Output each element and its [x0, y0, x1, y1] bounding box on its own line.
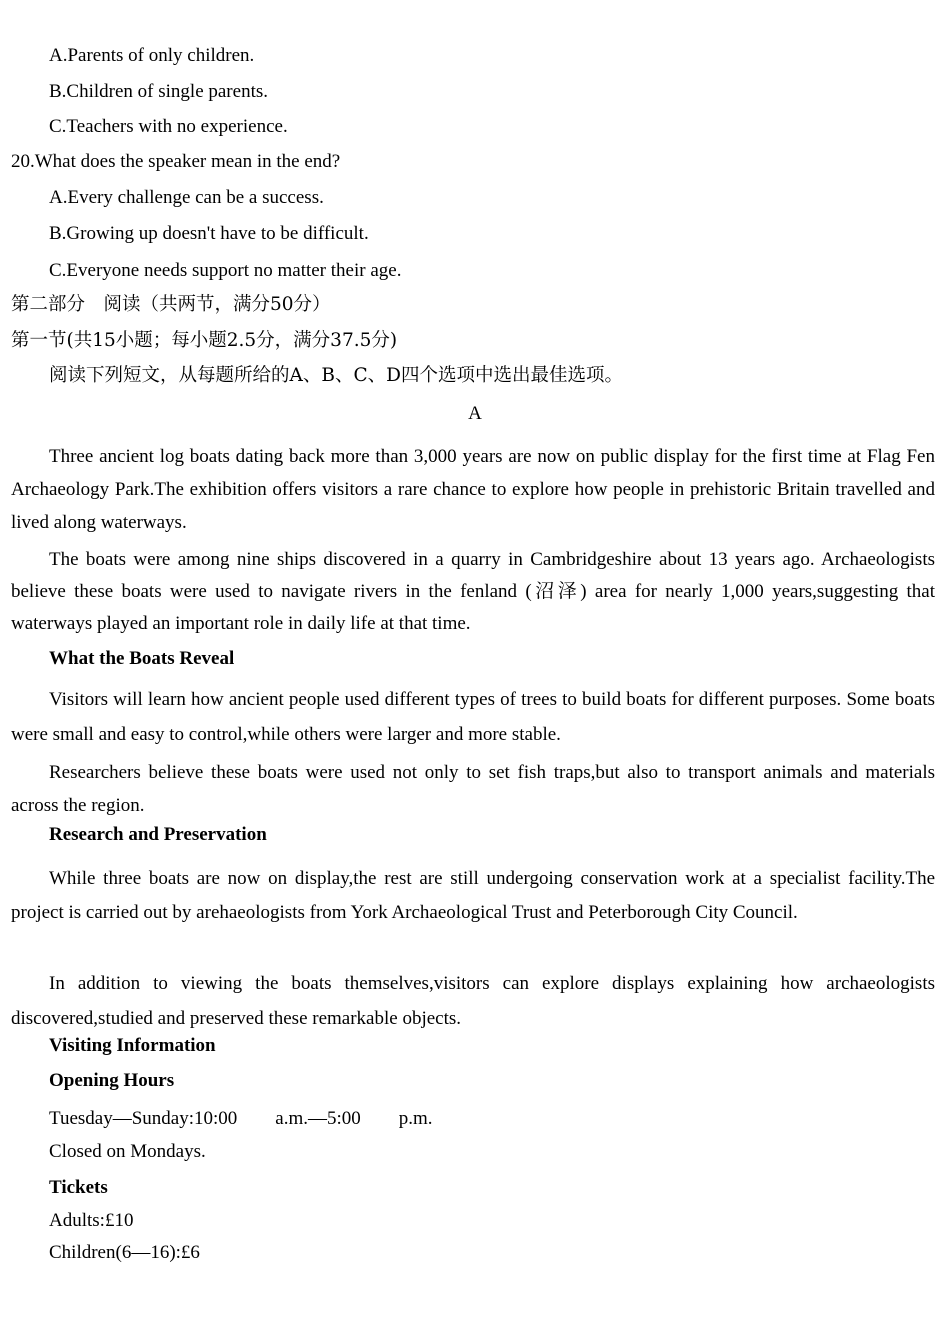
section-one-title: 第一节(共15小题；每小题2.5分，满分37.5分) [11, 330, 398, 351]
q19-option-c: C.Teachers with no experience. [49, 116, 288, 137]
reading-instruction: 阅读下列短文，从每题所给的A、B、C、D四个选项中选出最佳选项。 [49, 365, 623, 386]
passage-paragraph-2: The boats were among nine ships discovered in a quarry in Cambridgeshire about 13 years ago. Archaeologists believe these boats were used to navigate rivers in the fenland (沼泽) area for nearly 1,000 years,suggesting that waterways played an important role in daily life at that time. [11, 549, 935, 634]
visiting-information-heading: Visiting Information [49, 1035, 216, 1056]
passage-paragraph-5: While three boats are now on display,the rest are still undergoing conservation work at a specialist facility.The project is carried out by arehaeologists from York Archaeological Trust and Peterborough City Council. [11, 868, 935, 923]
closed-days-text: Closed on Mondays. [49, 1141, 206, 1162]
q20-question: 20.What does the speaker mean in the end? [11, 151, 341, 172]
q20-option-b: B.Growing up doesn't have to be difficult. [49, 223, 369, 244]
subheading-research-and-preservation: Research and Preservation [49, 824, 267, 845]
q20-option-a: A.Every challenge can be a success. [49, 187, 324, 208]
q20-option-c: C.Everyone needs support no matter their age. [49, 260, 402, 281]
passage-paragraph-4: Researchers believe these boats were used not only to set fish traps,but also to transport animals and materials across the region. [11, 762, 935, 816]
child-ticket-price: Children(6—16):£6 [49, 1242, 200, 1263]
q19-option-b: B.Children of single parents. [49, 81, 268, 102]
tickets-heading: Tickets [49, 1177, 108, 1198]
passage-letter: A [468, 403, 482, 424]
passage-paragraph-1: Three ancient log boats dating back more than 3,000 years are now on public display for the first time at Flag Fen Archaeology Park.The exhibition offers visitors a rare chance to explore how people in prehistoric Britain travelled and lived along waterways. [11, 446, 935, 533]
opening-hours-text: Tuesday—Sunday:10:00 a.m.—5:00 p.m. [49, 1108, 433, 1129]
passage-paragraph-3: Visitors will learn how ancient people used different types of trees to build boats for different purposes. Some boats were small and easy to control,while others were larger and more stable. [11, 689, 935, 745]
passage-paragraph-6: In addition to viewing the boats themselves,visitors can explore displays explaining how archaeologists discovered,studied and preserved these remarkable objects. [11, 973, 935, 1029]
opening-hours-heading: Opening Hours [49, 1070, 175, 1091]
adult-ticket-price: Adults:£10 [49, 1210, 134, 1231]
q19-option-a: A.Parents of only children. [49, 45, 255, 66]
subheading-what-the-boats-reveal: What the Boats Reveal [49, 648, 235, 669]
part-two-title: 第二部分 阅读（共两节，满分50分） [11, 294, 331, 315]
